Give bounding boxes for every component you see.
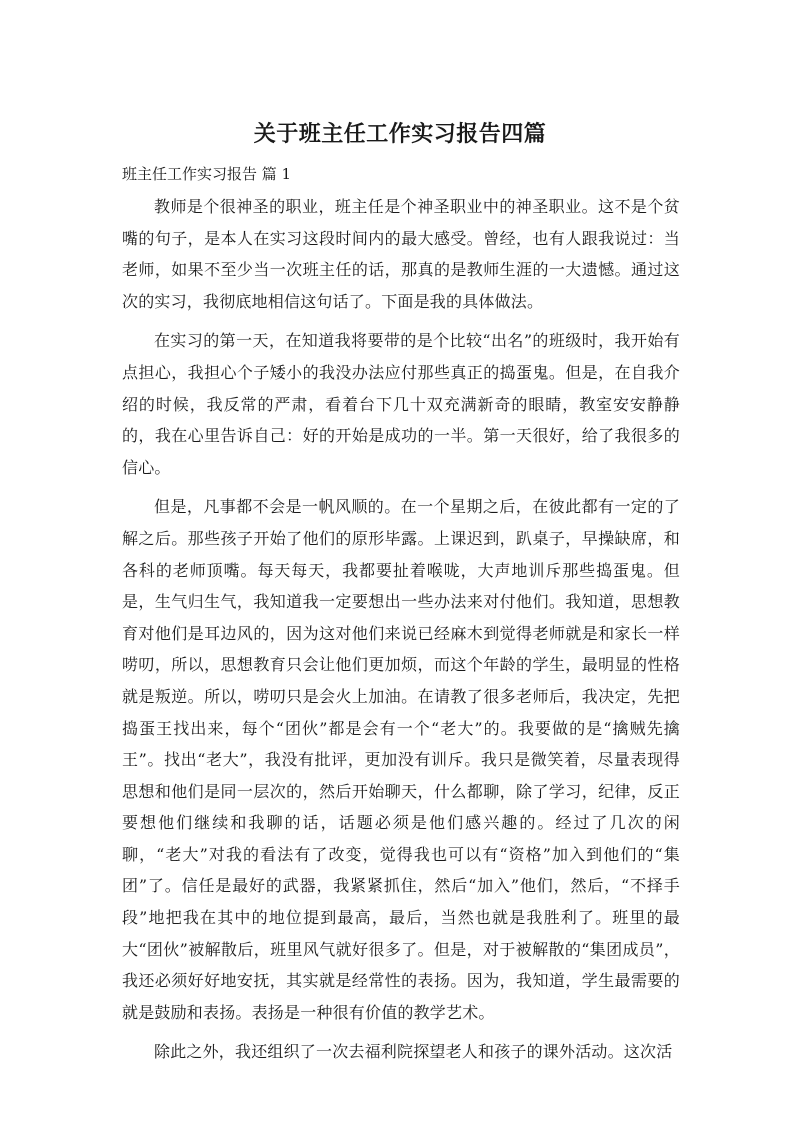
paragraph: 在实习的第一天，在知道我将要带的是个比较“出名”的班级时，我开始有点担心，我担心个子矮小的我没办法应付那些真正的捣蛋鬼。但是，在自我介绍的时候，我反常的严肃，看着台下几十双充满新奇的眼睛，教室安安静静的，我在心里告诉自己：好的开始是成功的一半。第一天很好，给了我很多的信心。 [122,331,680,477]
paragraph: 但是，凡事都不会是一帆风顺的。在一个星期之后，在彼此都有一定的了解之后。那些孩子开始了他们的原形毕露。上课迟到，趴桌子，早操缺席，和各科的老师顶嘴。每天每天，我都要扯着喉咙，大声地训斥那些捣蛋鬼。但是，生气归生气，我知道我一定要想出一些办法来对付他们。我知道，思想教育对他们是耳边风的，因为这对他们来说已经麻木到觉得老师就是和家长一样唠叨，所以，思想教育只会让他们更加烦，而这个年龄的学生，最明显的性格就是叛逆。所以，唠叨只是会火上加油。在请教了很多老师后，我决定，先把捣蛋王找出来，每个“团伙”都是会有一个“老大”的。我要做的是“擒贼先擒王”。找出“老大”，我没有批评，更加没有训斥。我只是微笑着，尽量表现得思想和他们是同一层次的，然后开始聊天，什么都聊，除了学习，纪律，反正要想他们继续和我聊的话，话题必须是他们感兴趣的。经过了几次的闲聊，“老大”对我的看法有了改变，觉得我也可以有“资格”加入到他们的“集团”了。信任是最好的武器，我紧紧抓住，然后“加入”他们，然后，“不择手段”地把我在其中的地位提到最高，最后，当然也就是我胜利了。班里的最大“团伙”被解散后，班里风气就好很多了。但是，对于被解散的“集团成员”，我还必须好好地安抚，其实就是经常性的表扬。因为，我知道，学生最需要的就是鼓励和表扬。表扬是一种很有价值的教学艺术。 [122,497,680,1022]
paragraph: 除此之外，我还组织了一次去福利院探望老人和孩子的课外活动。这次活 [154,1042,673,1062]
section-heading: 班主任工作实习报告 篇 1 [122,165,292,183]
paragraph: 教师是个很神圣的职业，班主任是个神圣职业中的神圣职业。这不是个贫嘴的句子，是本人在实习这段时间内的最大感受。曾经，也有人跟我说过：当老师，如果不至少当一次班主任的话，那真的是教师生涯的一大遗憾。通过这次的实习，我彻底地相信这句话了。下面是我的具体做法。 [122,197,680,311]
document-title: 关于班主任工作实习报告四篇 [253,122,547,147]
document-body [122,191,680,1076]
